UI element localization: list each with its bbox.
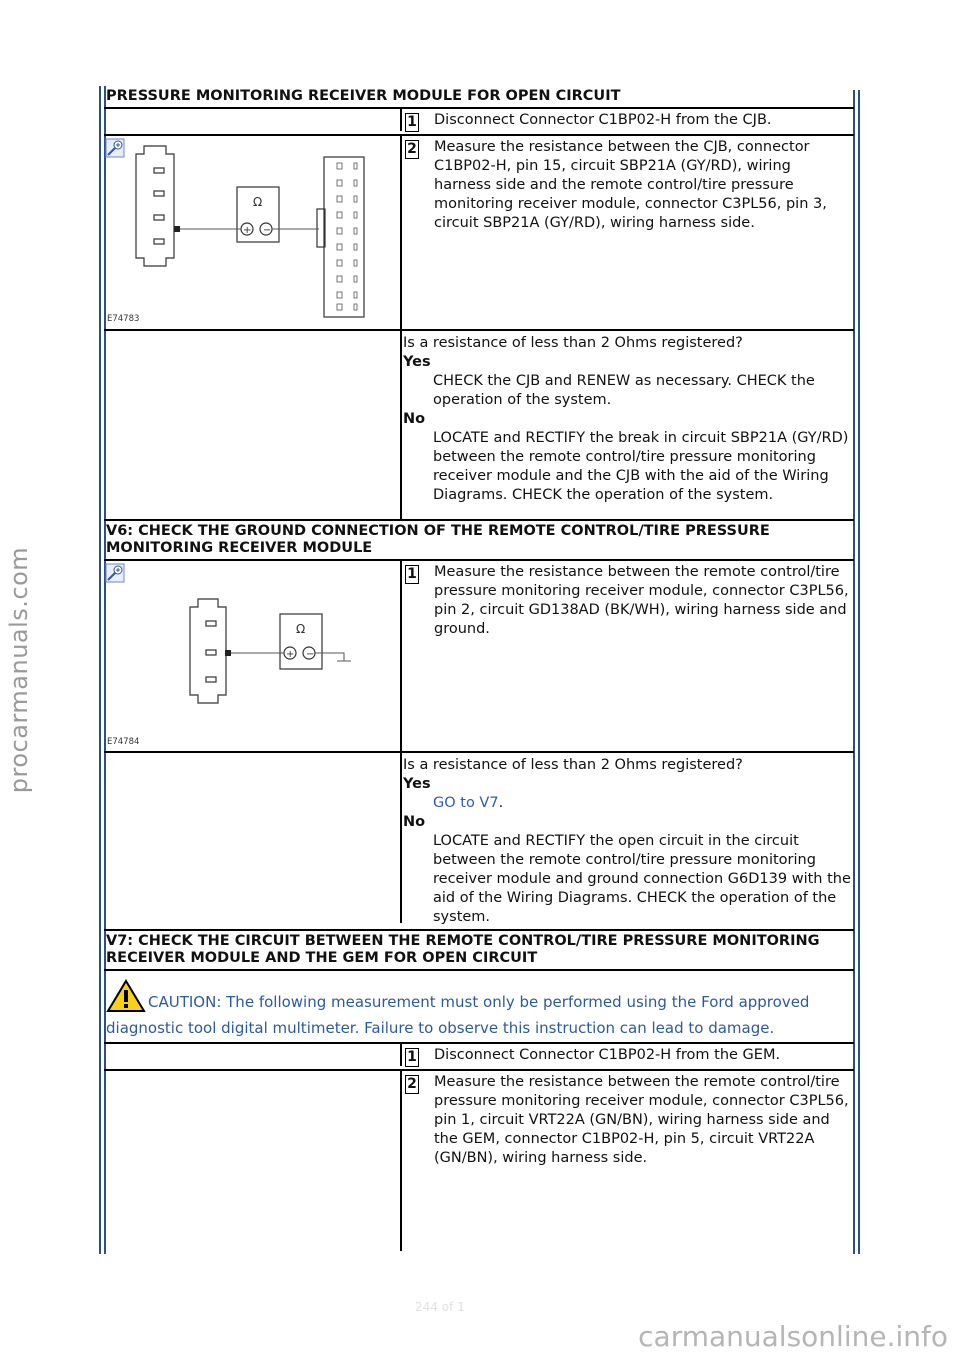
no-action: LOCATE and RECTIFY the break in circuit SBP21A (GY/RD) between the remote control/tire pressure monitoring receiver module and the CJB with the aid of the Wiring Diagrams. CHECK the operation of the system. — [433, 430, 849, 503]
section-header: PRESSURE MONITORING RECEIVER MODULE FOR OPEN CIRCUIT — [104, 86, 854, 109]
caution-text: CAUTION: The following measurement must only be performed using the Ford approved diagnostic tool digital multimeter. Failure to observe this instruction can lead to damage. — [106, 993, 810, 1037]
figure-code: E74784 — [107, 737, 140, 747]
step-row — [104, 109, 854, 136]
side-watermark: procarmanuals.com — [5, 546, 33, 794]
yes-label: Yes — [403, 354, 431, 370]
step-row — [104, 561, 854, 753]
caution-note — [104, 971, 854, 1044]
section-header: V6: CHECK THE GROUND CONNECTION OF THE REMOTE CONTROL/TIRE PRESSURE MONITORING RECEIVER MODULE — [104, 521, 854, 561]
step-number: 1 — [405, 1048, 419, 1067]
step-text: Measure the resistance between the remote control/tire pressure monitoring receiver module, connector C3PL56, pin 2, circuit GD138AD (BK/WH), wiring harness side and ground. — [434, 564, 849, 637]
section-header: V7: CHECK THE CIRCUIT BETWEEN THE REMOTE CONTROL/TIRE PRESSURE MONITORING RECEIVER MODULE AND THE GEM FOR OPEN CIRCUIT — [104, 931, 854, 971]
step-number: 1 — [405, 565, 419, 584]
svg-text:+: + — [286, 649, 295, 660]
left-margin-rule-outer — [99, 86, 101, 1254]
svg-text:−: − — [263, 225, 272, 236]
step-number: 1 — [405, 113, 419, 132]
go-to-v7-link[interactable]: GO to V7 — [433, 795, 499, 811]
no-action: LOCATE and RECTIFY the open circuit in the circuit between the remote control/tire pressure monitoring receiver module and ground connection G6D139 with the aid of the Wiring Diagrams. CHECK the operation of the system. — [433, 833, 851, 925]
step-row — [104, 1071, 854, 1251]
wiring-figure — [104, 136, 400, 329]
step-number: 2 — [405, 140, 419, 159]
answer-row: Is a resistance of less than 2 Ohms registered? Yes GO to V7. No LOCATE and RECTIFY the open circuit in the circuit between the remote control/tire pressure monitoring receiver module and ground connection G6D139 with the aid of the Wiring Diagrams. CHECK the operation of the system. — [104, 753, 854, 931]
yes-label: Yes — [403, 776, 431, 792]
step-text: Measure the resistance between the CJB, connector C1BP02-H, pin 15, circuit SBP21A (GY/RD), wiring harness side and the remote control/tire pressure monitoring receiver module, connector C3PL56, pin 3, circuit SBP21A (GY/RD), wiring harness side. — [434, 139, 827, 231]
document-body — [104, 86, 854, 1251]
step-text: Measure the resistance between the remote control/tire pressure monitoring receiver module, connector C3PL56, pin 1, circuit VRT22A (GN/BN), wiring harness side and the GEM, connector C1BP02-H, pin 5, circuit VRT22A (GN/BN), wiring harness side. — [434, 1074, 849, 1166]
right-margin-rule-outer — [858, 90, 860, 1254]
bottom-watermark: carmanualsonline.info — [638, 1320, 948, 1353]
step-text: Disconnect Connector C1BP02-H from the CJB. — [434, 112, 772, 128]
svg-text:Ω: Ω — [253, 195, 263, 209]
yes-action: CHECK the CJB and RENEW as necessary. CHECK the operation of the system. — [433, 373, 815, 408]
figure-cell — [104, 561, 402, 751]
wiring-figure — [104, 561, 400, 751]
step-number: 2 — [405, 1075, 419, 1094]
no-label: No — [403, 814, 426, 830]
zoom-icon[interactable] — [106, 139, 124, 157]
step-row — [104, 136, 854, 331]
svg-text:Ω: Ω — [296, 622, 306, 636]
warning-icon — [106, 979, 146, 1018]
question-text: Is a resistance of less than 2 Ohms registered? — [403, 757, 743, 773]
svg-text:+: + — [243, 225, 252, 236]
svg-text:−: − — [306, 649, 315, 660]
figure-cell — [104, 136, 402, 329]
zoom-icon[interactable] — [106, 564, 124, 582]
no-label: No — [403, 411, 426, 427]
figure-code: E74783 — [107, 314, 140, 324]
step-row — [104, 1044, 854, 1071]
answer-row — [104, 331, 854, 521]
page-number: 244 of 1 — [415, 1300, 465, 1314]
question-text: Is a resistance of less than 2 Ohms registered? — [403, 335, 743, 351]
step-text: Disconnect Connector C1BP02-H from the GEM. — [434, 1047, 781, 1063]
